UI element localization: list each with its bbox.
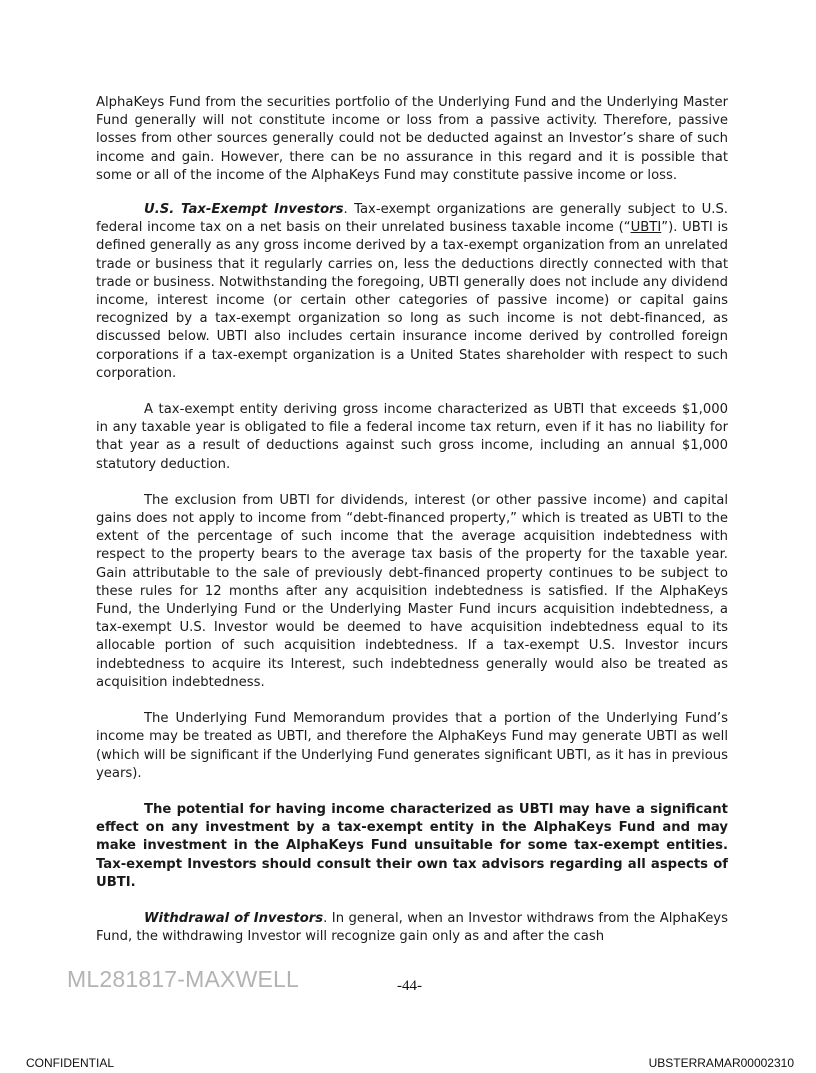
paragraph-tax-exempt-investors [96,201,728,383]
paragraph-text: . In general, when an Investor withdraws from the AlphaKeys Fund, the withdrawing Investor will recognize gain only as and after the cash [96,910,728,945]
bates-stamp: ML281817-MAXWELL [67,966,300,992]
paragraph-ubti-warning: The potential for having income characterized as UBTI may have a significant effect on any investment by a tax-exempt entity in the AlphaKeys Fund and may make investment in the AlphaKeys Fund unsuitable for some tax-exempt entities. Tax-exempt Investors should consult their own tax advisors regarding all aspects of UBTI. [96,801,728,890]
paragraph-debt-financed-property: The exclusion from UBTI for dividends, interest (or other passive income) and capital gains does not apply to income from “debt-financed property,” which is treated as UBTI to the extent of the percentage of such income that the average acquisition indebtedness with respect to the property bears to the average tax basis of the property for the taxable year. Gain attributable to the sale of previously debt-financed property continues to be subject to these rules for 12 months after any acquisition indebtedness is satisfied. If the AlphaKeys Fund, the Underlying Fund or the Underlying Master Fund incurs acquisition indebtedness, a tax-exempt U.S. Investor would be deemed to have acquisition indebtedness equal to its allocable portion of such acquisition indebtedness. If a tax-exempt U.S. Investor incurs indebtedness to acquire its Interest, such indebtedness generally would also be treated as acquisition indebtedness. [96,492,728,690]
paragraph-withdrawal [96,910,728,946]
paragraph-passive-activity: AlphaKeys Fund from the securities portfolio of the Underlying Fund and the Underlying Master Fund generally will not constitute income or loss from a passive activity. Therefore, passive losses from other sources generally could not be deducted against an Investor’s share of such income and gain. However, there can be no assurance in this regard and it is possible that some or all of the income of the AlphaKeys Fund may constitute passive income or loss. [96,95,728,183]
confidential-label: CONFIDENTIAL [26,1056,115,1070]
section-heading-withdrawal: Withdrawal of Investors [144,910,324,926]
section-heading-tax-exempt: U.S. Tax-Exempt Investors [144,202,344,218]
document-body [96,94,728,964]
paragraph-text: ”). UBTI is defined generally as any gross income derived by a tax-exempt organization from an unrelated trade or business that it regularly carries on, less the deductions directly connected with that trade or business. Notwithstanding the foregoing, UBTI generally does not include any dividend income, interest income (or certain other categories of passive income) or capital gains recognized by a tax-exempt organization so long as such income is not debt-financed, as discussed below. UBTI also includes certain insurance income derived by controlled foreign corporations if a tax-exempt organization is a United States shareholder with respect to such corporation. [96,220,729,381]
paragraph-tax-return-threshold: A tax-exempt entity deriving gross income characterized as UBTI that exceeds $1,000 in any taxable year is obligated to file a federal income tax return, even if it has no liability for that year as a result of deductions against such gross income, including an annual $1,000 statutory deduction. [96,402,728,472]
page-number: -44- [397,978,422,994]
document-id: UBSTERRAMAR00002310 [648,1056,794,1070]
defined-term-ubti: UBTI [630,220,662,236]
paragraph-underlying-fund-ubti: The Underlying Fund Memorandum provides that a portion of the Underlying Fund’s income may be treated as UBTI, and therefore the AlphaKeys Fund may generate UBTI as well (which will be significant if the Underlying Fund generates significant UBTI, as it has in previous years). [96,711,728,781]
paragraph-text: . Tax-exempt organizations are generally subject to U.S. federal income tax on a net basis on their unrelated business taxable income (“ [96,202,729,236]
